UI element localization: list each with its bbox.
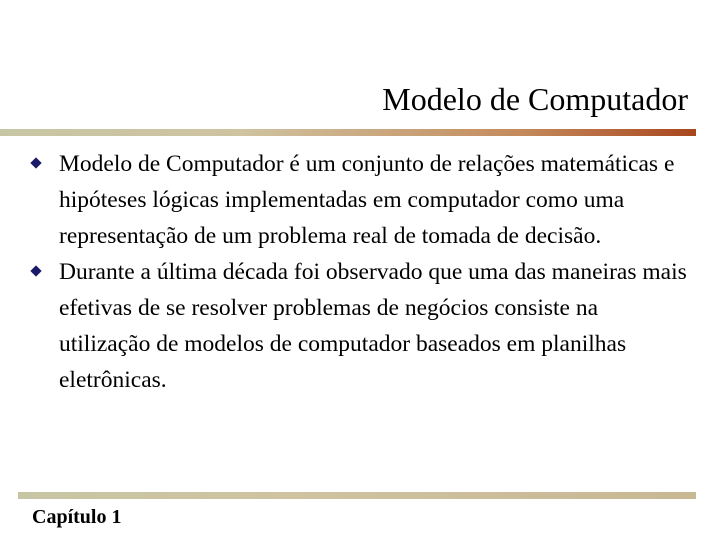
- diamond-bullet-icon: [30, 157, 41, 168]
- chapter-label: Capítulo 1: [32, 506, 122, 528]
- footer-divider: [18, 492, 696, 499]
- bullet-item: [30, 146, 690, 254]
- title-divider: [0, 129, 696, 136]
- bullet-text: Modelo de Computador é um conjunto de relações matemáticas e hipóteses lógicas implementadas em computador como uma representação de um problema real de tomada de decisão.: [59, 151, 675, 249]
- bullet-list: [30, 146, 690, 398]
- bullet-item: [30, 254, 690, 398]
- bullet-text: Durante a última década foi observado que uma das maneiras mais efetivas de se resolver problemas de negócios consiste na utilização de modelos de computador baseados em planilhas eletrônicas.: [59, 259, 687, 393]
- diamond-bullet-icon: [30, 265, 41, 276]
- slide-title: Modelo de Computador: [382, 81, 688, 118]
